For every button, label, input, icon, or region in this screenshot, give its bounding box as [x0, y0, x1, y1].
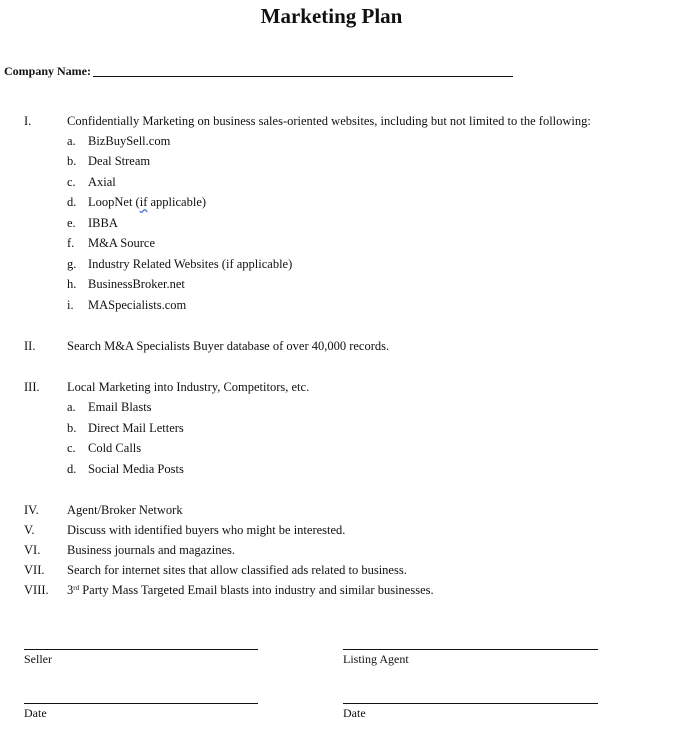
item-letter: g. [67, 257, 77, 271]
seller-label: Seller [24, 652, 52, 666]
item-text: Direct Mail Letters [88, 421, 184, 435]
item-letter: d. [67, 462, 77, 476]
item-letter: c. [67, 441, 76, 455]
item-text: Social Media Posts [88, 462, 184, 476]
item-text: MASpecialists.com [88, 298, 187, 312]
item-letter: h. [67, 277, 77, 291]
section-text: Discuss with identified buyers who might be interested. [67, 523, 346, 537]
item-text: M&A Source [88, 236, 156, 250]
seller-signature-line[interactable] [24, 649, 258, 650]
item-letter: a. [67, 134, 76, 148]
section-number: II. [24, 339, 36, 353]
company-name-label: Company Name: [4, 64, 91, 78]
item-text: Industry Related Websites (if applicable) [88, 257, 293, 271]
item-letter: b. [67, 154, 77, 168]
document-title: Marketing Plan [260, 4, 403, 28]
section-number: VII. [24, 563, 45, 577]
section-text: Business journals and magazines. [67, 543, 236, 557]
listing-agent-date-label: Date [343, 706, 366, 720]
item-text: Axial [88, 175, 116, 189]
item-text: Cold Calls [88, 441, 142, 455]
company-name-field[interactable] [93, 76, 513, 77]
item-letter: c. [67, 175, 76, 189]
item-text-pre: LoopNet ( [88, 195, 140, 209]
section-number: III. [24, 380, 40, 394]
item-text: IBBA [88, 216, 118, 230]
item-letter: a. [67, 400, 76, 414]
item-letter: i. [67, 298, 74, 312]
section-text: Local Marketing into Industry, Competitors, etc. [67, 380, 310, 394]
section-text: Agent/Broker Network [67, 503, 183, 517]
item-letter: e. [67, 216, 76, 230]
listing-agent-signature-line[interactable] [343, 649, 598, 650]
section-text-post: Party Mass Targeted Email blasts into industry and similar businesses. [79, 583, 434, 597]
ordinal-superscript: rd [73, 584, 80, 592]
spelling-flag-word[interactable]: if [139, 195, 148, 209]
section-number: VI. [24, 543, 41, 557]
section-number: IV. [24, 503, 39, 517]
item-letter: f. [67, 236, 75, 250]
section-text [67, 583, 434, 598]
section-text: Search M&A Specialists Buyer database of over 40,000 records. [67, 339, 390, 353]
item-text: Deal Stream [88, 154, 151, 168]
item-text-post: applicable) [147, 195, 207, 209]
listing-agent-label: Listing Agent [343, 652, 409, 666]
section-number: V. [24, 523, 35, 537]
seller-date-label: Date [24, 706, 47, 720]
section-number: I. [24, 114, 32, 128]
listing-agent-date-line[interactable] [343, 703, 598, 704]
section-text: Search for internet sites that allow classified ads related to business. [67, 563, 407, 577]
item-letter: d. [67, 195, 77, 209]
item-text [88, 195, 206, 210]
seller-date-line[interactable] [24, 703, 258, 704]
item-text: Email Blasts [88, 400, 152, 414]
section-text: Confidentially Marketing on business sales-oriented websites, including but not limited to the following: [67, 114, 591, 128]
item-letter: b. [67, 421, 77, 435]
item-text: BusinessBroker.net [88, 277, 185, 291]
section-number: VIII. [24, 583, 49, 597]
section-text-pre: 3 [67, 583, 74, 597]
item-text: BizBuySell.com [88, 134, 171, 148]
